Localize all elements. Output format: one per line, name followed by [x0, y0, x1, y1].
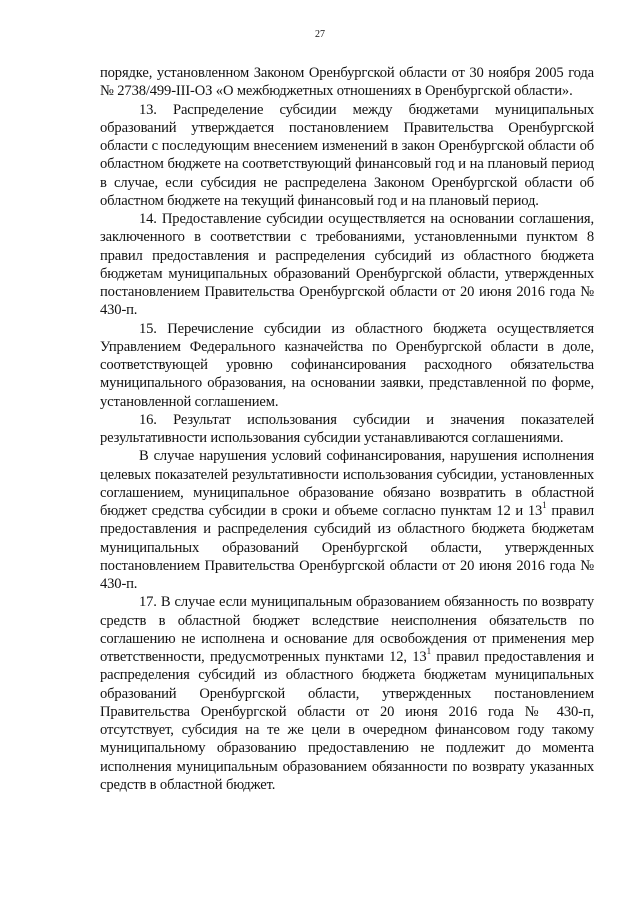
paragraph-text: В случае нарушения условий софинансирования, нарушения исполнения целевых показателей результативности использования субсидии, установленных соглашением, муниципальное образование обязано возвратить в областной бюджет средства субсидии в сроки и объеме согласно пунктам 12 и 13 [100, 448, 594, 519]
paragraph-text: 14. Предоставление субсидии осуществляется на основании соглашения, заключенного в соответствии с требованиями, установленными пунктом 8 правил предоставления и распределения субсидий из областного бюджета бюджетам муниципальных образований Оренбургской области, утвержденных постановлением Правительства Оренбургской области от 20 июня 2016 года № 430-п. [100, 211, 594, 319]
paragraph-17 [100, 593, 594, 794]
paragraph-14 [100, 210, 594, 320]
paragraph-continuation [100, 64, 594, 101]
paragraph-text: 13. Распределение субсидии между бюджетами муниципальных образований утверждается постановлением Правительства Оренбургской области с последующим внесением изменений в закон Оренбургской области об областном бюджете на соответствующий финансовый год и на плановый период в случае, если субсидия не распределена Законом Оренбургской области об областном бюджете на текущий финансовый год и на плановый период. [100, 101, 594, 209]
paragraph-15 [100, 320, 594, 411]
page-number: 27 [315, 29, 325, 40]
paragraph-13 [100, 101, 594, 211]
document-body [100, 64, 594, 794]
paragraph-text: 16. Результат использования субсидии и значения показателей результативности использования субсидии устанавливаются соглашениями. [100, 411, 594, 446]
superscript: 1 [542, 500, 547, 511]
paragraph-text: правил предоставления и распределения субсидий из областного бюджета бюджетам муниципальных образований Оренбургской области, утвержденных постановлением Правительства Оренбургской области от 20 июня 2016 года № 430-п. [100, 503, 594, 592]
superscript: 1 [426, 646, 431, 657]
paragraph-text: 15. Перечисление субсидии из областного бюджета осуществляется Управлением Федерального казначейства по Оренбургской области в доле, соответствующей уровню софинансирования расходного обязательства муниципального образования, на основании заявки, представленной по форме, установленной соглашением. [100, 320, 594, 410]
paragraph-16-violation [100, 447, 594, 593]
paragraph-text: порядке, установленном Законом Оренбургской области от 30 ноября 2005 года № 2738/499-III-ОЗ «О межбюджетных отношениях в Оренбургской области». [100, 65, 594, 100]
paragraph-text: правил предоставления и распределения субсидий из областного бюджета бюджетам муниципальных образований Оренбургской области, утвержденных постановлением Правительства Оренбургской области от 20 июня 2016 года № 430-п, отсутствует, субсидия на те же цели в очередном финансовом году такому муниципальному образованию предоставлению не подлежит до момента исполнения муниципальным образованием обязанности по возврату указанных средств в областной бюджет. [100, 649, 594, 793]
paragraph-16 [100, 411, 594, 448]
paragraph-text: 17. В случае если муниципальным образованием обязанность по возврату средств в областной бюджет вследствие неисполнения обязательств по соглашению не исполнена и основание для освобождения от применения мер ответственности, предусмотренных пунктами 12, 13 [100, 594, 594, 665]
